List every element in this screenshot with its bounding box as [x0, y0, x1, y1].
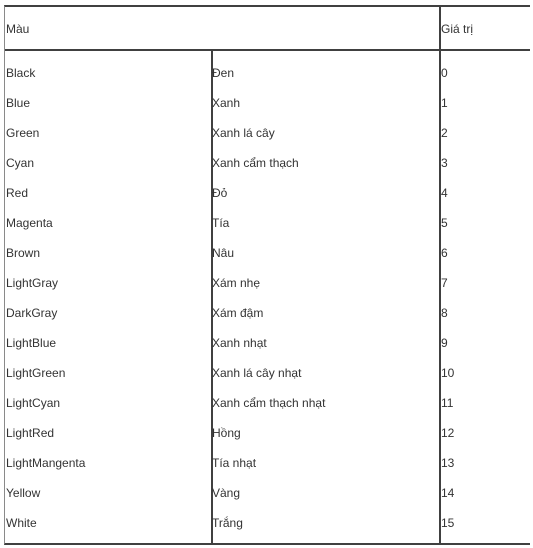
- cell-vietnamese-name: Nâu: [212, 246, 235, 260]
- header-divider: [5, 49, 530, 51]
- cell-english-name: Green: [6, 126, 40, 140]
- cell-vietnamese-name: Đỏ: [212, 186, 228, 200]
- cell-value: 7: [441, 276, 448, 290]
- cell-english-name: LightRed: [6, 426, 55, 440]
- cell-value: 4: [441, 186, 448, 200]
- cell-vietnamese-name: Tía nhạt: [212, 456, 257, 470]
- cell-value: 11: [441, 396, 454, 410]
- cell-english-name: LightGreen: [6, 366, 66, 380]
- cell-value: 8: [441, 306, 448, 320]
- color-table: [4, 5, 530, 545]
- cell-english-name: DarkGray: [6, 306, 58, 320]
- cell-value: 0: [441, 66, 448, 80]
- cell-english-name: Black: [6, 66, 36, 80]
- cell-english-name: Red: [6, 186, 29, 200]
- cell-english-name: Magenta: [6, 216, 53, 230]
- cell-value: 15: [441, 516, 455, 530]
- cell-english-name: LightGray: [6, 276, 59, 290]
- cell-vietnamese-name: Xanh lá cây: [212, 126, 275, 140]
- cell-english-name: Cyan: [6, 156, 35, 170]
- cell-english-name: Brown: [6, 246, 41, 260]
- cell-value: 2: [441, 126, 448, 140]
- cell-value: 13: [441, 456, 455, 470]
- cell-vietnamese-name: Hồng: [212, 426, 241, 440]
- cell-english-name: LightMangenta: [6, 456, 86, 470]
- cell-english-name: LightBlue: [6, 336, 57, 350]
- cell-vietnamese-name: Xám đậm: [212, 306, 264, 320]
- cell-value: 5: [441, 216, 448, 230]
- cell-vietnamese-name: Tía: [212, 216, 230, 230]
- cell-value: 14: [441, 486, 455, 500]
- cell-english-name: Yellow: [6, 486, 41, 500]
- cell-english-name: LightCyan: [6, 396, 61, 410]
- cell-vietnamese-name: Vàng: [212, 486, 241, 500]
- cell-value: 1: [441, 96, 448, 110]
- header-color: Màu: [6, 22, 30, 36]
- cell-value: 12: [441, 426, 455, 440]
- cell-vietnamese-name: Đen: [212, 66, 235, 80]
- cell-english-name: White: [6, 516, 37, 530]
- header-value: Giá trị: [441, 22, 474, 36]
- cell-vietnamese-name: Xanh nhạt: [212, 336, 267, 350]
- cell-value: 3: [441, 156, 448, 170]
- cell-vietnamese-name: Xám nhẹ: [212, 276, 261, 290]
- cell-value: 6: [441, 246, 448, 260]
- cell-vietnamese-name: Xanh cẩm thạch nhạt: [212, 396, 326, 410]
- cell-value: 10: [441, 366, 455, 380]
- cell-vietnamese-name: Xanh lá cây nhạt: [212, 366, 302, 380]
- cell-value: 9: [441, 336, 448, 350]
- cell-english-name: Blue: [6, 96, 31, 110]
- cell-vietnamese-name: Xanh cẩm thạch: [212, 156, 299, 170]
- cell-vietnamese-name: Xanh: [212, 96, 241, 110]
- cell-vietnamese-name: Trắng: [212, 516, 243, 530]
